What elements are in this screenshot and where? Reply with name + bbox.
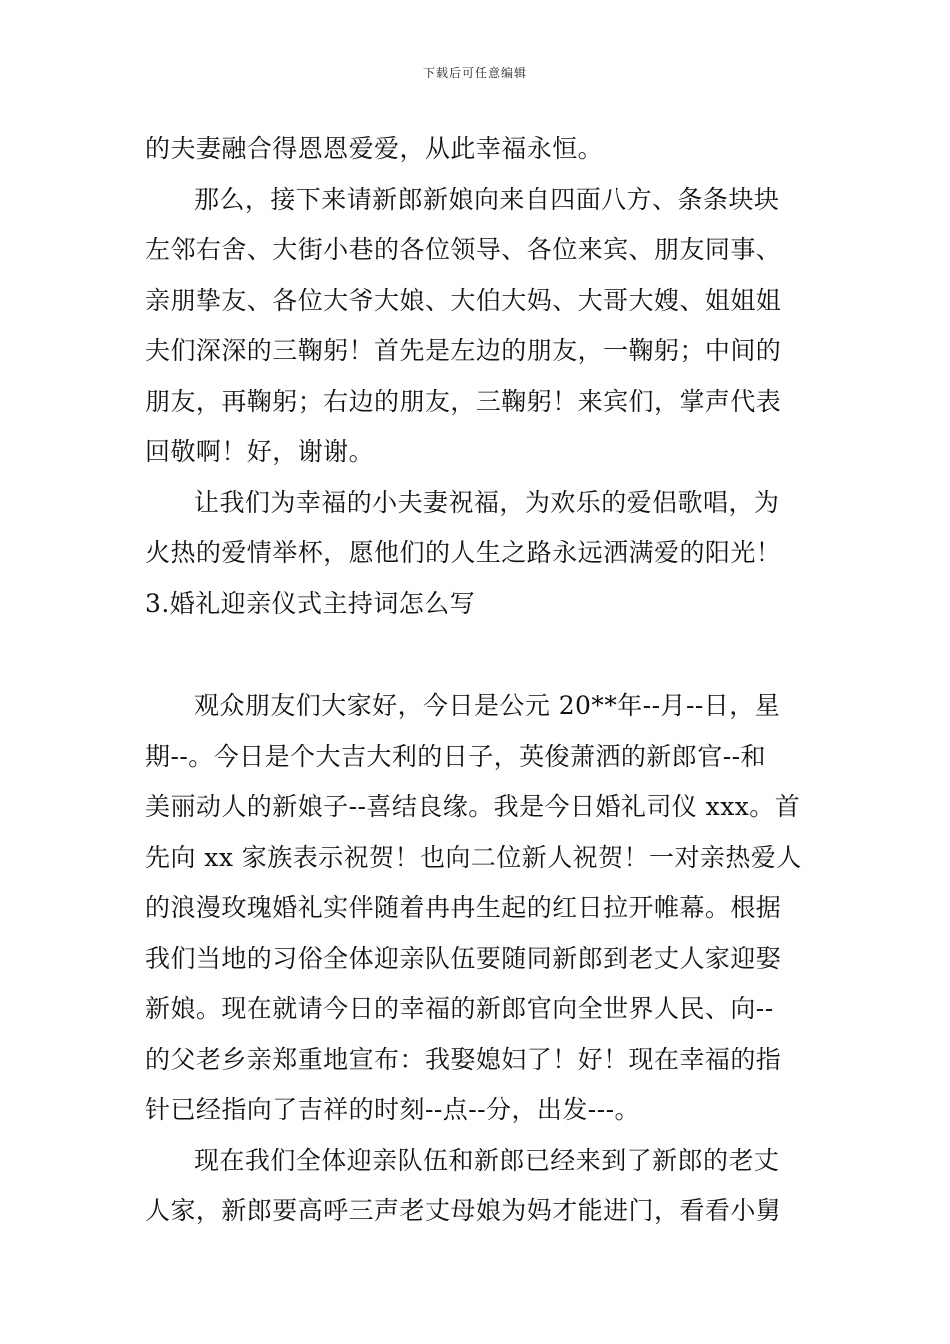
- text-line: 针已经指向了吉祥的时刻--点--分，出发---。: [145, 1095, 640, 1124]
- paragraph-start: 让我们为幸福的小夫妻祝福，为欢乐的爱侣歌唱，为: [194, 487, 780, 517]
- page-header: 下载后可任意编辑: [422, 66, 527, 80]
- blank-line: [145, 629, 807, 681]
- text-line: 左邻右舍、大街小巷的各位领导、各位来宾、朋友同事、: [145, 235, 782, 264]
- text-line: 新娘。现在就请今日的幸福的新郎官向全世界人民、向--: [145, 994, 774, 1023]
- text-line: 的夫妻融合得恩恩爱爱，从此幸福永恒。: [145, 134, 604, 163]
- paragraph-start: 现在我们全体迎亲队伍和新郎已经来到了新郎的老丈: [194, 1145, 780, 1175]
- text-line: 朋友，再鞠躬；右边的朋友，三鞠躬！来宾们，掌声代表: [145, 386, 782, 416]
- paragraph-start: 观众朋友们大家好，今日是公元 20**年--月--日，星: [194, 691, 781, 720]
- text-line: 期--。今日是个大吉大利的日子，英俊萧洒的新郎官--和: [145, 741, 766, 771]
- text-line: 夫们深深的三鞠躬！首先是左边的朋友，一鞠躬；中间的: [145, 336, 782, 365]
- text-line: 美丽动人的新娘子--喜结良缘。我是今日婚礼司仪 xxx。首: [145, 792, 801, 821]
- paragraph-start: 那么，接下来请新郎新娘向来自四面八方、条条块块: [194, 184, 780, 214]
- text-line: 亲朋挚友、各位大爷大娘、大伯大妈、大哥大嫂、姐姐姐: [145, 285, 782, 315]
- text-line: 我们当地的习俗全体迎亲队伍要随同新郎到老丈人家迎娶: [145, 943, 782, 973]
- text-line: 的父老乡亲郑重地宣布：我娶媳妇了！好！现在幸福的指: [145, 1044, 782, 1074]
- section-heading: 3.婚礼迎亲仪式主持词怎么写: [145, 588, 476, 618]
- text-line: 的浪漫玫瑰婚礼实伴随着冉冉生起的红日拉开帷幕。根据: [145, 893, 782, 922]
- text-line: 先向 xx 家族表示祝贺！也向二位新人祝贺！一对亲热爱人: [145, 842, 802, 872]
- document-body: [145, 124, 807, 1237]
- text-line: 回敬啊！好，谢谢。: [145, 437, 375, 466]
- text-line: 火热的爱情举杯，愿他们的人生之路永远洒满爱的阳光！: [145, 538, 782, 567]
- text-line: 人家，新郎要高呼三声老丈母娘为妈才能进门，看看小舅: [145, 1196, 782, 1225]
